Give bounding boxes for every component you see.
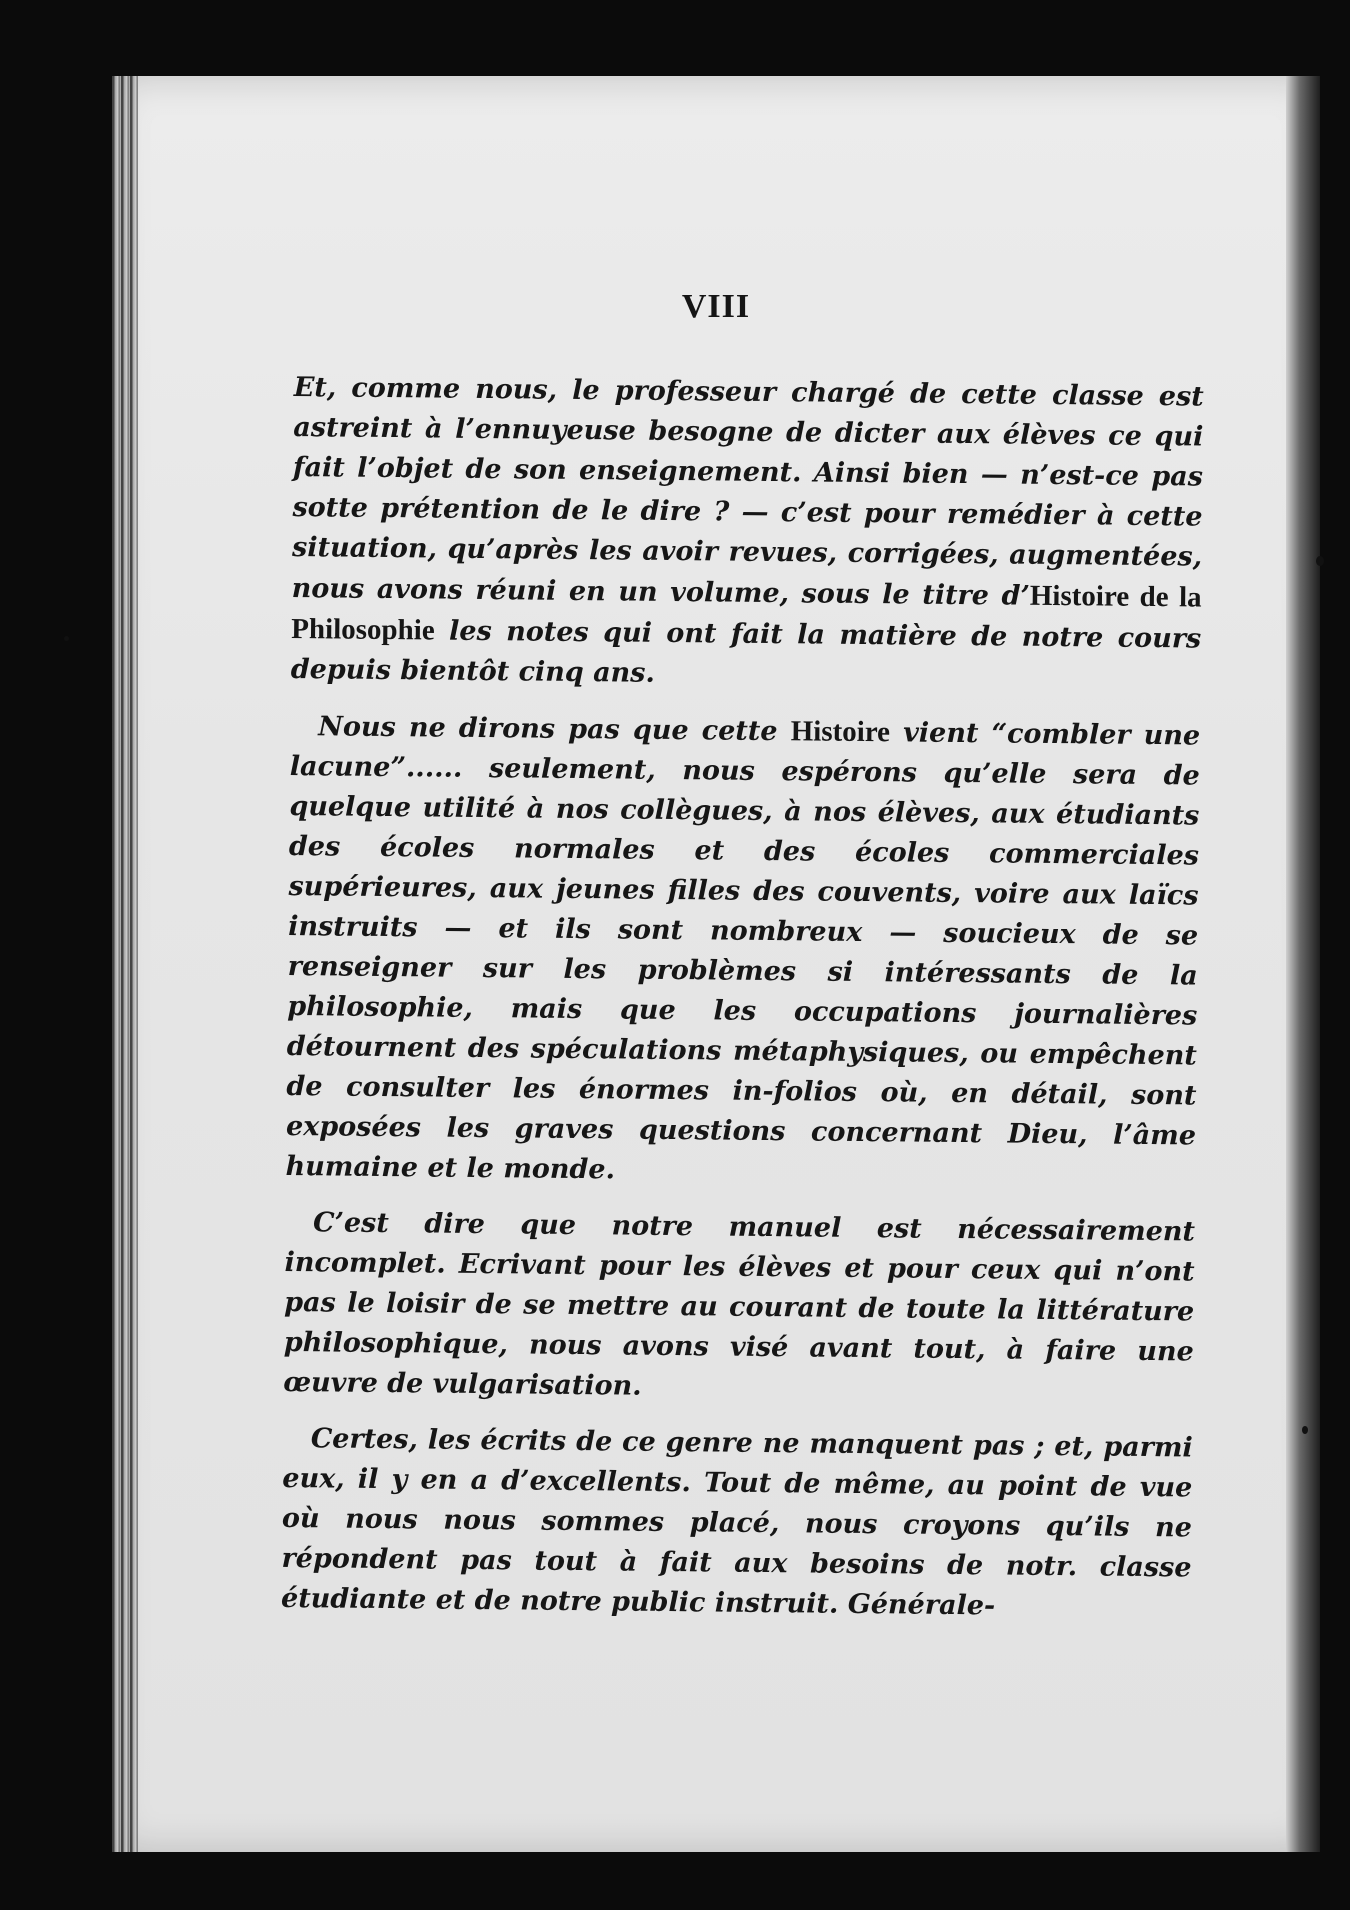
paragraph-3-run-1: C’est dire que notre manuel est nécessairement incomplet. Ecrivant pour les élèves et pour ceux qui n’ont pas le loisir de se mettre au courant de toute la littérature philosophique, nous avons visé avant tout, à faire une œuvre de vulgarisation.	[283, 1207, 1196, 1402]
paragraph-1-run-1: Et, comme nous, le professeur chargé de cette classe est astreint à l’ennuyeuse besogne de dicter aux élèves ce qui fait l’objet de son enseignement. Ainsi bien — n’est-ce pas sotte prétention de le dire ? — c’est pour remédier à cette situation, qu’après les avoir revues, corrigées, augmentées, nous avons réuni en un volume, sous le titre d’	[291, 371, 1204, 612]
scan-speck	[1316, 556, 1324, 566]
paragraph-4	[281, 1419, 1193, 1629]
page-gutter-shadow	[1286, 76, 1320, 1852]
paragraph-3	[283, 1203, 1195, 1413]
page-binding-edge	[112, 76, 138, 1852]
page-number: VIII	[681, 288, 751, 325]
paragraph-2	[285, 706, 1200, 1197]
paragraph-1	[291, 368, 1204, 700]
paragraph-1-run-3: les notes qui ont fait la matière de notre cours depuis bientôt cinq ans.	[290, 615, 1202, 689]
scan-speck	[64, 636, 69, 641]
book-page	[112, 76, 1320, 1852]
paragraph-2-run-1: Nous ne dirons pas que cette	[318, 711, 791, 748]
page-text-body	[280, 368, 1204, 1747]
paragraph-4-run-1: Certes, les écrits de ce genre ne manquent pas ; et, parmi eux, il y en a d’excellents. Tout de même, au point de vue où nous nous sommes placé, nous croyons qu’ils ne répondent pas tout à fait aux besoins de notr. classe étudiante et de notre public instruit. Générale-	[280, 1423, 1193, 1622]
history-title-reference: Histoire	[790, 715, 891, 749]
scan-speck	[1302, 1426, 1308, 1434]
book-title-reference: Histoire de la Philosophie	[291, 579, 1202, 647]
paragraph-2-run-3: vient “combler une lacune”...... seulement, nous espérons qu’elle sera de quelque utilité à nos collègues, à nos élèves, aux étudiants des écoles normales et des écoles commerciales supérieures, aux jeunes filles des couvents, voire aux laïcs instruits — et ils sont nombreux — soucieux de se renseigner sur les problèmes si intéressants de la philosophie, mais que les occupations journalières détournent des spéculations métaphysiques, ou empêchent de consulter les énormes in-folios où, en détail, sont exposées les graves questions concernant Dieu, l’âme humaine et le monde.	[285, 717, 1201, 1186]
